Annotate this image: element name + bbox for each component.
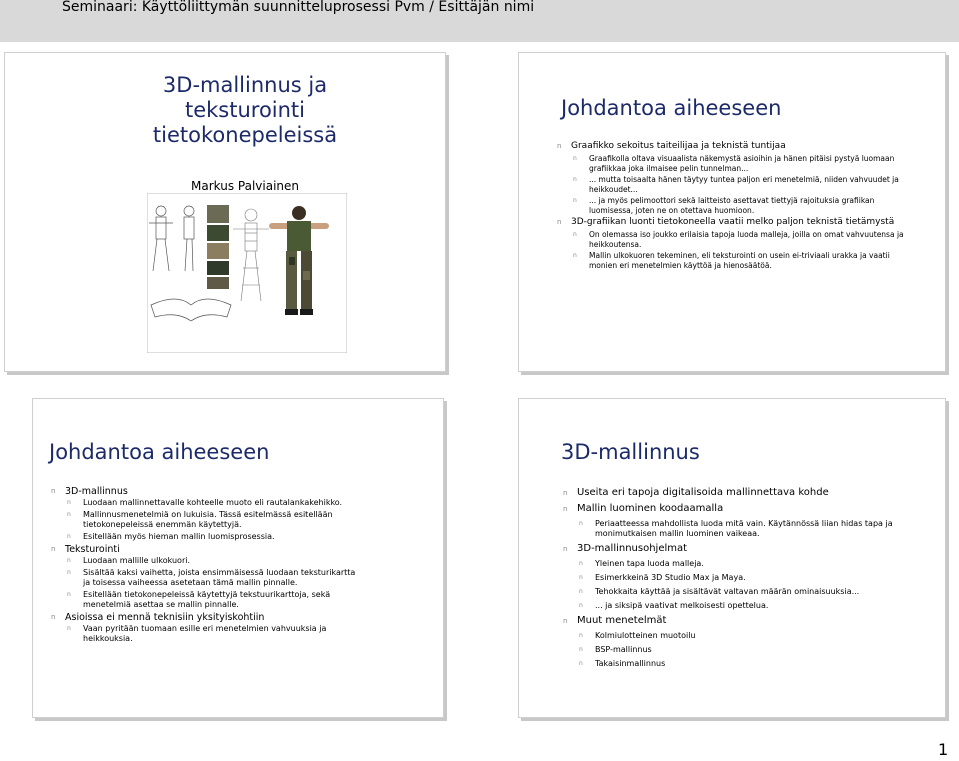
- title-line: tietokonepeleissä: [152, 123, 338, 147]
- presentation-title: [105, 73, 385, 148]
- sub-bullet-item: [67, 510, 361, 530]
- bullet-marker: n: [579, 588, 583, 595]
- bullet-marker: n: [563, 489, 568, 497]
- bullet-marker: n: [51, 545, 56, 553]
- sub-bullet-item: [579, 587, 893, 597]
- sub-bullet-text: ... ja siksipä vaativat melkoisesti opettelua.: [595, 601, 769, 610]
- bullet-item: [563, 503, 893, 515]
- bullet-marker: n: [563, 617, 568, 625]
- sub-bullet-item: [67, 624, 361, 644]
- bullet-item: [51, 486, 361, 497]
- sub-bullet-text: Takaisinmallinnus: [595, 659, 666, 668]
- bullet-text: Useita eri tapoja digitalisoida mallinnettava kohde: [577, 487, 829, 498]
- sub-bullet-item: [67, 568, 361, 588]
- bullet-text: 3D-mallinnus: [65, 486, 128, 497]
- sub-bullet-text: Kolmiulotteinen muotoilu: [595, 631, 696, 640]
- sub-bullet-text: Periaatteessa mahdollista luoda mitä vain. Käytännössä liian hidas tapa ja monimutkaisen mallin luominen vaikeaa.: [595, 519, 893, 538]
- sub-bullet-text: Graafikolla oltava visuaalista näkemystä asioihin ja hänen pitäisi pystyä luomaan grafiikkaa joka ilmaisee pelin tunnelman...: [589, 154, 895, 173]
- bullet-marker: n: [563, 545, 568, 553]
- bullet-marker: n: [579, 520, 583, 527]
- sub-bullet-item: [579, 601, 893, 611]
- bullet-marker: n: [579, 560, 583, 567]
- bullet-item: [51, 612, 361, 623]
- sub-bullet-item: [67, 590, 361, 610]
- bullet-text: Graafikko sekoitus taiteilijaa ja teknistä tuntijaa: [571, 141, 786, 151]
- bullet-marker: n: [579, 632, 583, 639]
- bullet-marker: n: [67, 557, 71, 564]
- bullet-marker: n: [51, 487, 56, 495]
- slide-heading: Johdantoa aiheeseen: [49, 440, 270, 464]
- header-bar: [0, 0, 959, 42]
- bullet-marker: n: [67, 499, 71, 506]
- slide-title: [4, 52, 446, 372]
- bullet-marker: n: [573, 252, 577, 259]
- sub-bullet-item: [579, 573, 893, 583]
- bullet-marker: n: [573, 155, 577, 162]
- bullet-item: [563, 615, 893, 627]
- sub-bullet-item: [579, 659, 893, 669]
- bullet-item: [51, 544, 361, 555]
- sub-bullet-item: [67, 498, 361, 508]
- sub-bullet-text: Yleinen tapa luoda malleja.: [595, 559, 704, 568]
- bullet-text: 3D-grafiikan luonti tietokoneella vaatii melko paljon teknistä tietämystä: [571, 217, 895, 227]
- bullet-text: Muut menetelmät: [577, 615, 667, 626]
- sub-bullet-item: [67, 556, 361, 566]
- bullet-marker: n: [67, 511, 71, 518]
- title-line: 3D-mallinnus ja: [162, 73, 328, 97]
- sub-bullet-text: ... ja myös pelimoottori sekä laitteisto asettavat tiettyjä rajoituksia grafiikan luomisessa, joten ne on otettava huomioon.: [589, 196, 875, 215]
- sub-bullet-text: Esimerkkeinä 3D Studio Max ja Maya.: [595, 573, 746, 582]
- slide-intro-1: [518, 52, 946, 372]
- header-text: Seminaari: Käyttöliittymän suunnitteluprosessi Pvm / Esittäjän nimi: [62, 0, 535, 15]
- sub-bullet-text: On olemassa iso joukko erilaisia tapoja luoda malleja, joilla on omat vahvuutensa ja heikkoutensa.: [589, 230, 904, 249]
- bullet-item: [563, 487, 893, 499]
- sub-bullet-item: [573, 154, 907, 173]
- sub-bullet-item: [579, 631, 893, 641]
- bullet-marker: n: [51, 613, 56, 621]
- bullet-marker: n: [67, 533, 71, 540]
- sub-bullet-text: BSP-mallinnus: [595, 645, 652, 654]
- sub-bullet-item: [573, 230, 907, 249]
- sub-bullet-item: [67, 532, 361, 542]
- bullet-marker: n: [579, 660, 583, 667]
- slide-3d-modeling: [518, 398, 946, 718]
- page-number: 1: [938, 740, 949, 759]
- bullet-text: Asioissa ei mennä teknisiin yksityiskohtiin: [65, 612, 265, 623]
- bullet-item: [563, 543, 893, 555]
- bullet-marker: n: [557, 142, 562, 150]
- bullet-marker: n: [563, 505, 568, 513]
- slide-intro-2: [32, 398, 444, 718]
- bullet-list: [563, 487, 893, 673]
- sub-bullet-text: Esitellään myös hieman mallin luomisprosessia.: [83, 532, 275, 541]
- bullet-marker: n: [579, 574, 583, 581]
- bullet-marker: n: [67, 625, 71, 632]
- bullet-marker: n: [67, 591, 71, 598]
- sub-bullet-text: ... mutta toisaalta hänen täytyy tuntea paljon eri menetelmiä, niiden vahvuudet ja heikkoudet...: [589, 175, 899, 194]
- bullet-marker: n: [579, 646, 583, 653]
- sub-bullet-item: [573, 251, 907, 270]
- bullet-marker: n: [67, 569, 71, 576]
- sub-bullet-item: [579, 559, 893, 569]
- sub-bullet-item: [579, 645, 893, 655]
- bullet-list: [51, 486, 361, 646]
- sub-bullet-text: Vaan pyritään tuomaan esille eri menetelmien vahvuuksia ja heikkouksia.: [83, 624, 327, 643]
- sub-bullet-text: Mallinnusmenetelmiä on lukuisia. Tässä esitelmässä esitellään tietokonepeleissä enemmän käytettyjä.: [83, 510, 333, 529]
- bullet-marker: n: [573, 176, 577, 183]
- bullet-text: 3D-mallinnusohjelmat: [577, 543, 688, 554]
- slide-heading: Johdantoa aiheeseen: [561, 96, 782, 120]
- bullet-text: Mallin luominen koodaamalla: [577, 503, 724, 514]
- bullet-marker: n: [579, 602, 583, 609]
- bullet-text: Teksturointi: [65, 544, 120, 555]
- sub-bullet-item: [573, 196, 907, 215]
- title-line: teksturointi: [184, 98, 306, 122]
- bullet-item: [557, 217, 907, 228]
- sub-bullet-text: Mallin ulkokuoren tekeminen, eli teksturointi on usein ei-triviaali urakka ja vaatii monien eri menetelmien käyttöä ja hienosäätöä.: [589, 251, 890, 270]
- bullet-marker: n: [573, 231, 577, 238]
- bullet-item: [557, 141, 907, 152]
- sub-bullet-item: [573, 175, 907, 194]
- sub-bullet-text: Tehokkaita käyttää ja sisältävät valtavan määrän ominaisuuksia...: [595, 587, 860, 596]
- bullet-marker: n: [573, 197, 577, 204]
- sub-bullet-text: Luodaan mallille ulkokuori.: [83, 556, 190, 565]
- sub-bullet-text: Esitellään tietokonepeleissä käytettyjä tekstuurikarttoja, sekä menetelmiä asettaa se mallin pinnalle.: [83, 590, 331, 609]
- bullet-list: [557, 141, 907, 272]
- sub-bullet-item: [579, 519, 893, 539]
- character-model-illustration: [147, 193, 347, 353]
- sub-bullet-text: Sisältää kaksi vaihetta, joista ensimmäisessä luodaan teksturikartta ja toisessa vaiheessa asetetaan tämä mallin pinnalle.: [83, 568, 356, 587]
- author-name: Markus Palviainen: [191, 179, 299, 193]
- bullet-marker: n: [557, 218, 562, 226]
- sub-bullet-text: Luodaan mallinnettavalle kohteelle muoto eli rautalankakehikko.: [83, 498, 343, 507]
- slide-heading: 3D-mallinnus: [561, 440, 700, 464]
